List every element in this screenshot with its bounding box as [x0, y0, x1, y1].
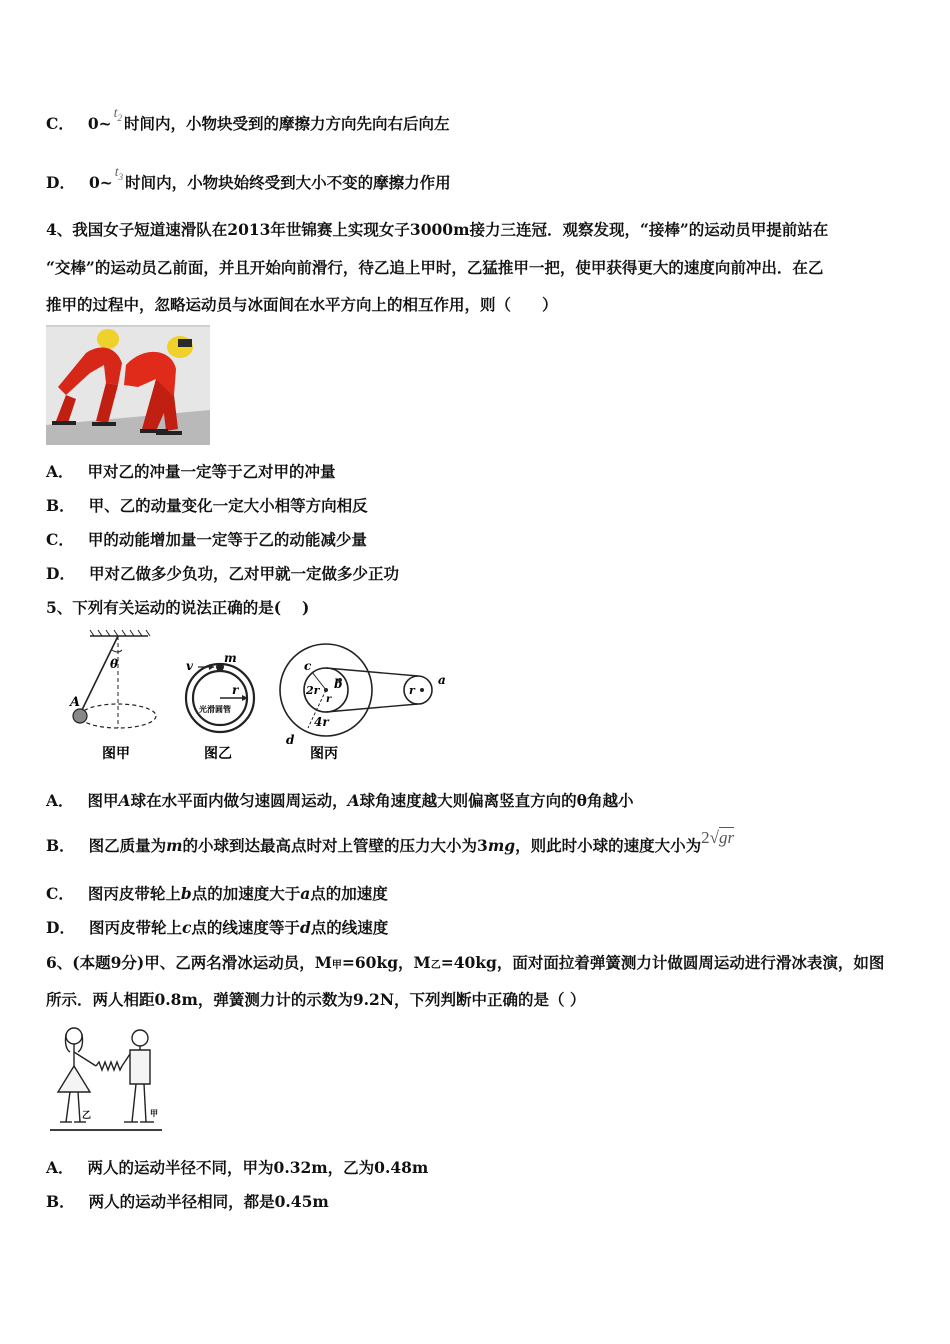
option-text: 的小球到达最高点时对上管壁的压力大小为3	[182, 836, 488, 855]
q4-option-b	[46, 496, 368, 516]
label-pulley-a: a	[438, 673, 446, 687]
variable: d	[299, 918, 311, 937]
q4-stem-line-3: 推甲的过程中，忽略运动员与冰面间在水平方向上的相互作用，则（ ）	[46, 295, 558, 314]
q4-option-a	[46, 462, 336, 482]
option-prefix: 0~	[88, 173, 113, 192]
label-yi: 乙	[82, 1111, 92, 1121]
label-r-small: r	[326, 694, 332, 705]
option-letter: D．	[46, 173, 75, 192]
option-text: 时间内，小物块始终受到大小不变的摩擦力作用	[125, 173, 451, 192]
option-letter: C．	[46, 530, 74, 549]
option-text: 甲、乙的动量变化一定大小相等方向相反	[88, 496, 368, 515]
label-jia: 甲	[150, 1108, 158, 1118]
label-m: m	[224, 651, 237, 665]
caption-fig-yi: 图乙	[204, 746, 232, 762]
variable: A	[347, 791, 360, 810]
q4-stem-line-1: 4、我国女子短道速滑队在2013年世锦赛上实现女子3000m接力三连冠．观察发现，“接棒”的运动员甲提前站在	[46, 220, 829, 239]
option-text: 球在水平面内做匀速圆周运动，	[130, 791, 348, 810]
option-text: 点的线速度	[310, 918, 389, 937]
option-text: 甲的动能增加量一定等于乙的动能减少量	[87, 530, 367, 549]
option-text: 图丙皮带轮上	[87, 884, 181, 903]
option-letter: B．	[46, 836, 75, 855]
option-text: 两人的运动半径相同，都是0.45m	[88, 1192, 329, 1211]
skaters-photo	[46, 325, 210, 445]
q3-option-c	[46, 106, 450, 140]
caption-fig-bing: 图丙	[310, 746, 338, 762]
option-letter: C．	[46, 114, 74, 133]
label-r: r	[232, 683, 239, 697]
label-v: v	[186, 659, 193, 673]
q4-option-c	[46, 530, 367, 550]
option-text: 点的加速度大于	[191, 884, 301, 903]
q6-stem-line-2: 所示．两人相距0.8m，弹簧测力计的示数为9.2N，下列判断中正确的是（ ）	[46, 990, 586, 1009]
q5-option-b	[46, 828, 735, 856]
option-text: 甲对乙的冲量一定等于乙对甲的冲量	[87, 462, 336, 481]
option-letter: A．	[46, 791, 74, 810]
label-2r: 2r	[306, 684, 320, 697]
variable: a	[300, 884, 311, 903]
option-letter: A．	[46, 1158, 74, 1177]
option-text: 图丙皮带轮上	[88, 918, 182, 937]
option-text: 图甲	[87, 791, 119, 810]
label-d: d	[286, 733, 295, 747]
option-text: 点的加速度	[310, 884, 388, 903]
q6-stem-line-1: 6、(本题9分)甲、乙两名滑冰运动员，M甲=60kg，M乙=40kg，面对面拉着弹簧测力计做圆周运动进行滑冰表演，如图	[46, 953, 885, 972]
variable: m	[166, 836, 183, 855]
subscript: 乙	[430, 960, 441, 971]
ball-a	[73, 709, 87, 723]
option-letter: D．	[46, 564, 75, 583]
subscript: 甲	[331, 960, 342, 971]
q4-option-d	[46, 564, 399, 584]
time-variable: $t_3$	[114, 165, 124, 182]
option-text: 甲对乙做多少负功，乙对甲就一定做多少正功	[88, 564, 399, 583]
q5-figures	[64, 628, 454, 768]
speed-formula: 2√gr	[701, 828, 735, 847]
label-b: b	[334, 677, 343, 691]
caption-fig-jia: 图甲	[102, 746, 130, 762]
option-text: 球角速度越大则偏离竖直方向的θ角越小	[359, 791, 634, 810]
option-letter: D．	[46, 918, 75, 937]
option-text: 时间内，小物块受到的摩擦力方向先向右后向左	[124, 114, 450, 133]
option-letter: A．	[46, 462, 74, 481]
q5-option-d	[46, 918, 388, 938]
label-4r: 4r	[314, 715, 329, 729]
q5-stem: 5、下列有关运动的说法正确的是( )	[46, 598, 310, 617]
q3-option-d	[46, 165, 451, 199]
q6-skaters-figure	[46, 1022, 166, 1136]
option-prefix: 0~	[87, 114, 112, 133]
time-variable: $t_2$	[113, 106, 123, 123]
option-text: 图乙质量为	[88, 836, 167, 855]
label-a: A	[70, 695, 81, 710]
q5-option-a	[46, 791, 633, 811]
q6-option-a	[46, 1158, 428, 1178]
option-letter: C．	[46, 884, 74, 903]
label-theta: θ	[110, 657, 119, 671]
option-letter: B．	[46, 1192, 75, 1211]
q6-option-b	[46, 1192, 329, 1212]
option-letter: B．	[46, 496, 75, 515]
variable: b	[180, 884, 192, 903]
q4-stem-line-2: “交棒”的运动员乙前面，并且开始向前滑行，待乙追上甲时，乙猛推甲一把，使甲获得更大的速度向前冲出．在乙	[46, 258, 824, 277]
variable: c	[181, 918, 192, 937]
variable: mg	[487, 836, 516, 855]
option-text: ，则此时小球的速度大小为	[515, 836, 702, 855]
label-r-pulley: r	[409, 684, 415, 697]
label-c: c	[304, 659, 312, 673]
option-text: 点的线速度等于	[191, 918, 300, 937]
label-tube: 光滑圆管	[199, 704, 231, 714]
variable: A	[118, 791, 131, 810]
q5-option-c	[46, 884, 388, 904]
option-text: 两人的运动半径不同，甲为0.32m，乙为0.48m	[87, 1158, 429, 1177]
